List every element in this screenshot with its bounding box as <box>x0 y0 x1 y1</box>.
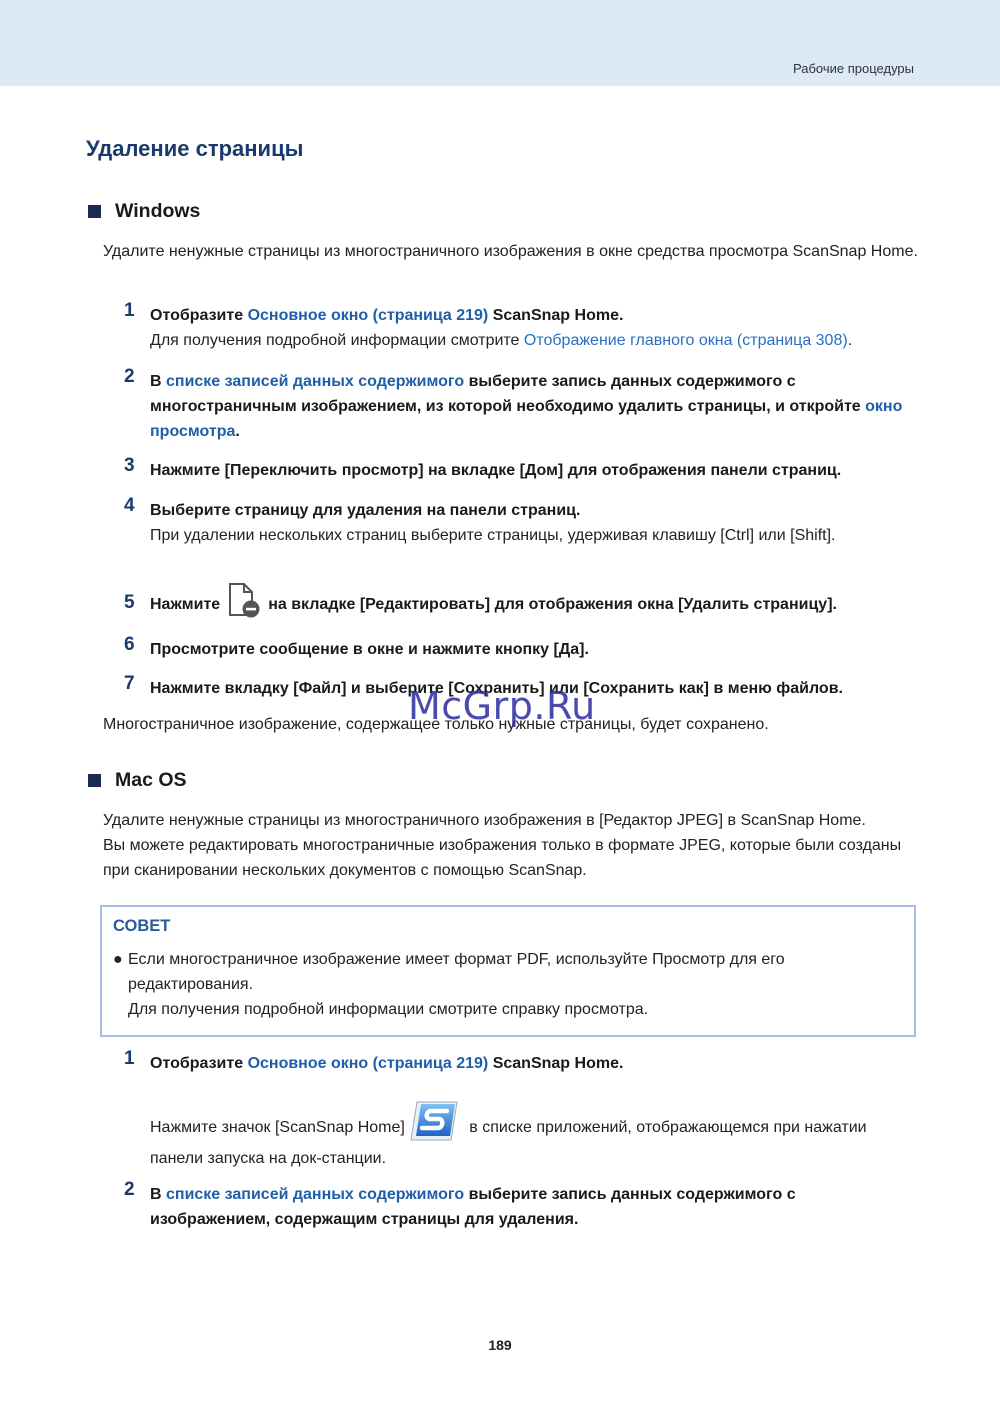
mac-step-2 <box>124 1179 914 1232</box>
tip-title: СОВЕТ <box>113 917 171 935</box>
step-text: ScanSnap Home. <box>488 1055 624 1072</box>
section-heading-label: Windows <box>115 200 201 222</box>
windows-step-5 <box>124 581 914 619</box>
step-number: 5 <box>124 592 135 613</box>
step-text: Нажмите [Переключить просмотр] на вкладке [Дом] для отображения панели страниц. <box>150 462 842 479</box>
section-heading-label: Mac OS <box>115 769 187 791</box>
delete-page-icon <box>224 581 262 619</box>
step-text: Отобразите <box>150 1055 248 1072</box>
windows-step-1 <box>124 300 914 353</box>
link-main-window[interactable]: Основное окно (страница 219) <box>247 1055 489 1072</box>
tip-text <box>113 947 903 1022</box>
link-main-window-display[interactable]: Отображение главного окна (страница 308) <box>523 332 848 349</box>
scansnap-home-icon <box>407 1098 461 1144</box>
step-text: выберите запись данных содержимого с многостраничным изображением, из которой необходимо удалить страницы, и откройте <box>150 373 866 415</box>
tip-box <box>100 905 916 1037</box>
step-number: 1 <box>124 300 135 321</box>
windows-intro: Удалите ненужные страницы из многостраничного изображения в окне средства просмотра ScanSnap Home. <box>103 243 918 260</box>
step-number: 7 <box>124 673 135 694</box>
windows-step-6 <box>124 634 914 662</box>
section-heading-windows <box>88 200 200 223</box>
windows-step-2 <box>124 366 914 444</box>
windows-result: Многостраничное изображение, содержащее только нужные страницы, будет сохранено. <box>103 716 769 733</box>
step-number: 1 <box>124 1048 135 1069</box>
mac-intro-line: Вы можете редактировать многостраничные изображения только в формате JPEG, которые были созданы при сканировании нескольких документов с помощью ScanSnap. <box>103 837 902 879</box>
step-text: В <box>150 373 166 390</box>
windows-step-4 <box>124 495 914 548</box>
step-number: 3 <box>124 455 135 476</box>
mac-intro-line: Удалите ненужные страницы из многостраничного изображения в [Редактор JPEG] в ScanSnap Home. <box>103 812 866 829</box>
section-heading-mac <box>88 769 187 792</box>
link-viewer-window[interactable]: окно просмотра <box>150 398 903 440</box>
step-subtext: Для получения подробной информации смотрите <box>150 332 524 349</box>
step-number: 2 <box>124 366 135 387</box>
step-subtext: . <box>847 332 853 349</box>
link-content-list[interactable]: списке записей данных содержимого <box>166 1186 465 1203</box>
step-text: Просмотрите сообщение в окне и нажмите кнопку [Да]. <box>150 641 589 658</box>
step-text: Отобразите <box>150 307 248 324</box>
step-subtext: Нажмите значок [ScanSnap Home] <box>150 1119 405 1136</box>
step-text: Нажмите <box>150 596 221 613</box>
page-title: Удаление страницы <box>86 136 304 161</box>
step-text: . <box>235 423 240 440</box>
step-subtext: в списке приложений, отображающемся при нажатии панели запуска на док-станции. <box>150 1119 867 1167</box>
step-text: ScanSnap Home. <box>488 307 624 324</box>
step-number: 4 <box>124 495 135 516</box>
tip-line: Для получения подробной информации смотрите справку просмотра. <box>128 1001 649 1018</box>
step-text: В <box>150 1186 166 1203</box>
step-text: Выберите страницу для удаления на панели страниц. <box>150 502 581 519</box>
link-main-window[interactable]: Основное окно (страница 219) <box>247 307 489 324</box>
step-text: Нажмите вкладку [Файл] и выберите [Сохранить] или [Сохранить как] в меню файлов. <box>150 680 843 697</box>
step-text: выберите запись данных содержимого с изображением, содержащим страницы для удаления. <box>150 1186 796 1228</box>
step-text: на вкладке [Редактировать] для отображения окна [Удалить страницу]. <box>268 596 837 613</box>
tip-line: Если многостраничное изображение имеет формат PDF, используйте Просмотр для его редактирования. <box>128 951 785 993</box>
bullet-icon: ● <box>113 951 123 968</box>
square-bullet-icon <box>88 774 101 787</box>
step-number: 6 <box>124 634 135 655</box>
watermark: McGrp.Ru <box>408 684 596 728</box>
mac-step-1 <box>124 1048 914 1174</box>
header-section-label: Рабочие процедуры <box>793 61 914 76</box>
windows-step-3 <box>124 455 914 483</box>
page-number: 189 <box>488 1337 512 1353</box>
square-bullet-icon <box>88 205 101 218</box>
step-number: 2 <box>124 1179 135 1200</box>
link-content-list[interactable]: списке записей данных содержимого <box>166 373 465 390</box>
step-subtext: При удалении нескольких страниц выберите страницы, удерживая клавишу [Ctrl] или [Shift]. <box>150 527 836 544</box>
mac-intro <box>103 808 923 883</box>
